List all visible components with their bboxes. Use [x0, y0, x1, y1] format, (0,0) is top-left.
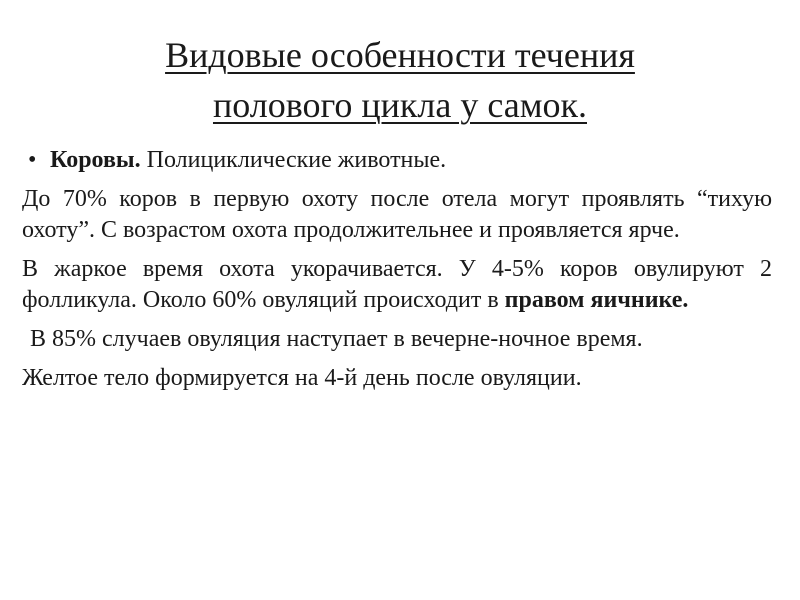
paragraph-silent-heat: До 70% коров в первую охоту после отела могут проявлять “тихую охоту”. С возрастом охота продолжительнее и проявляется ярче.: [22, 186, 772, 243]
slide-title: [40, 30, 760, 130]
bullet-icon: •: [28, 147, 37, 173]
bullet-item-cows: [22, 145, 772, 176]
paragraph-ovulation-time: В 85% случаев овуляция наступает в вечерне-ночное время.: [30, 326, 643, 352]
title-line-2: полового цикла у самок.: [212, 85, 587, 125]
paragraph-corpus-luteum: Желтое тело формируется на 4-й день после овуляции.: [22, 365, 582, 391]
bullet-rest: Полициклические животные.: [140, 147, 447, 173]
paragraph-hot-weather-bold: правом яичнике.: [504, 287, 689, 313]
title-line-1: Видовые особенности течения: [165, 35, 635, 75]
paragraph-hot-weather-text: В жаркое время охота укорачивается. У 4-5% коров овулируют 2 фолликула. Около 60% овуляций происходит в: [22, 256, 772, 313]
bullet-bold-label: Коровы.: [50, 147, 141, 173]
paragraph-hot-weather: [22, 254, 772, 316]
slide-body: [22, 145, 772, 402]
bullet-text: [50, 145, 446, 176]
